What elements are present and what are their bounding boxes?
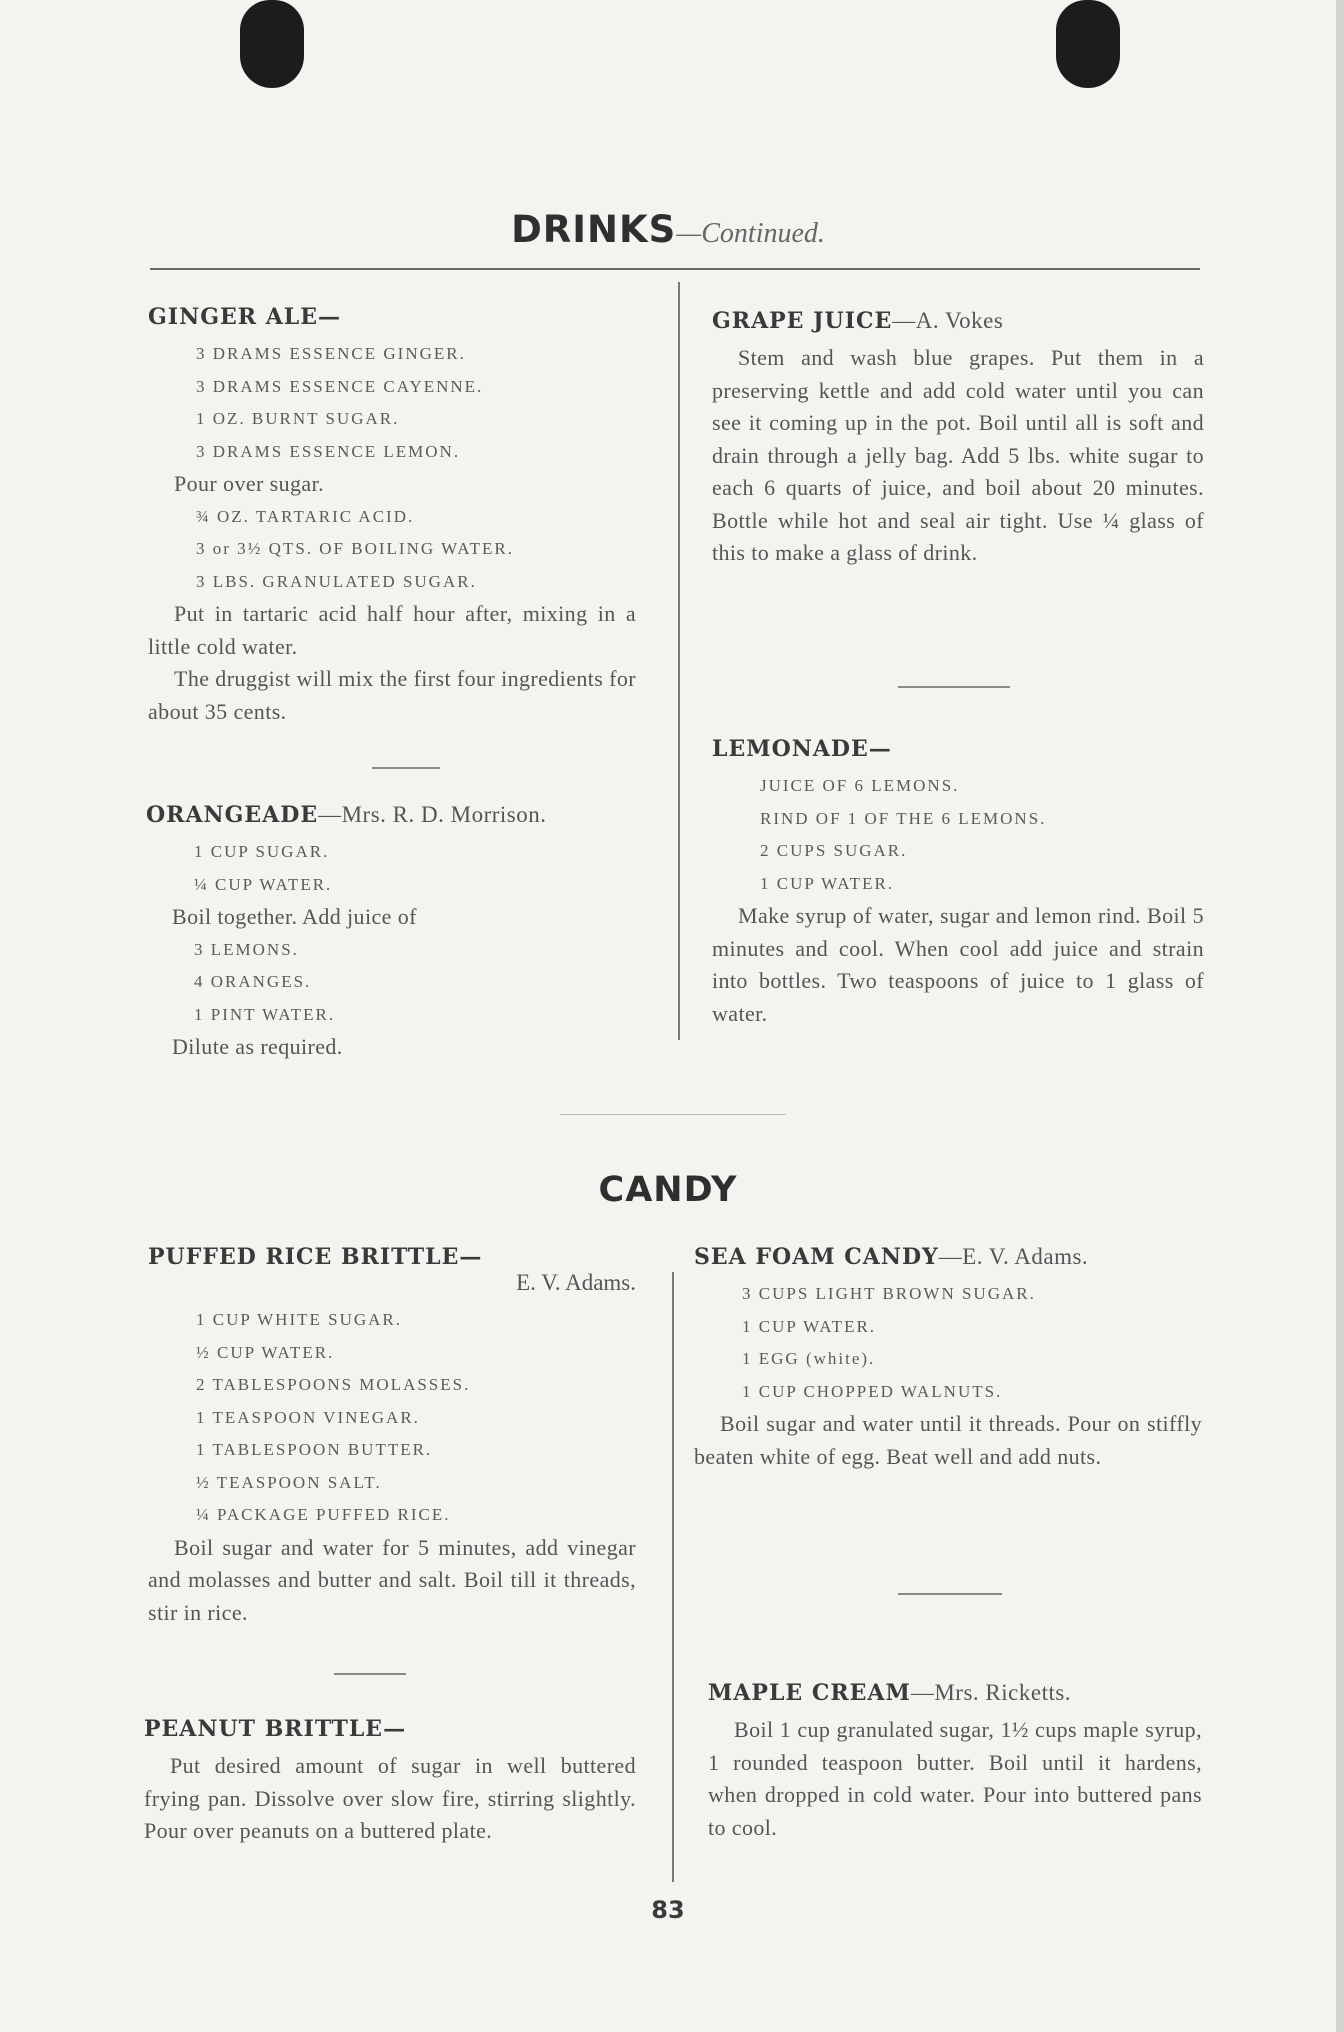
recipe-title bbox=[708, 1680, 1202, 1706]
ingredient: 3 DRAMS ESSENCE LEMON. bbox=[196, 441, 461, 461]
header-rule bbox=[150, 268, 1200, 270]
page-number: 83 bbox=[651, 1896, 685, 1924]
ingredient: 1 OZ. BURNT SUGAR. bbox=[196, 409, 400, 428]
candy-column-divider bbox=[672, 1272, 674, 1882]
ingredient: 1 CUP CHOPPED WALNUTS. bbox=[742, 1381, 1003, 1401]
ingredient: 2 TABLESPOONS MOLASSES. bbox=[196, 1375, 471, 1394]
section-title-candy: CANDY bbox=[598, 1170, 738, 1210]
recipe-author: —Mrs. R. D. Morrison. bbox=[318, 802, 547, 827]
ingredient: 1 CUP WATER. bbox=[742, 1316, 877, 1336]
recipe-author: E. V. Adams. bbox=[516, 1270, 636, 1295]
recipe-peanut-brittle bbox=[144, 1716, 636, 1848]
recipe-title-text: SEA FOAM CANDY bbox=[694, 1244, 939, 1270]
ingredient: ¾ OZ. TARTARIC ACID. bbox=[196, 506, 415, 526]
section-separator bbox=[560, 1114, 786, 1115]
recipe-maple-cream bbox=[708, 1680, 1202, 1844]
ingredient: 4 ORANGES. bbox=[194, 972, 312, 991]
recipe-closing: Dilute as required. bbox=[172, 1034, 343, 1059]
ingredient: 1 CUP WHITE SUGAR. bbox=[196, 1310, 403, 1329]
recipe-instructions: Boil sugar and water for 5 minutes, add vinegar and molasses and butter and salt. Boil till it threads, stir in rice. bbox=[148, 1534, 636, 1625]
ingredient: 3 or 3½ QTS. OF BOILING WATER. bbox=[196, 539, 514, 558]
ingredient: RIND OF 1 OF THE 6 LEMONS. bbox=[760, 808, 1047, 828]
recipe-title bbox=[146, 802, 636, 828]
ingredient: 1 PINT WATER. bbox=[194, 1004, 336, 1024]
recipe-separator bbox=[372, 767, 440, 769]
recipe-note: Pour over sugar. bbox=[174, 471, 324, 496]
page-title-suffix: —Continued. bbox=[676, 218, 825, 249]
recipe-instructions: Boil 1 cup granulated sugar, 1½ cups maple syrup, 1 rounded teaspoon butter. Boil until it hardens, when dropped in cold water. Pour into buttered pans to cool. bbox=[708, 1717, 1202, 1840]
ingredient: 1 CUP WATER. bbox=[760, 873, 895, 893]
recipe-orangeade bbox=[146, 802, 636, 1064]
recipe-author: —E. V. Adams. bbox=[938, 1244, 1089, 1269]
recipe-author: —Mrs. Ricketts. bbox=[910, 1680, 1072, 1705]
recipe-instructions: Stem and wash blue grapes. Put them in a preserving kettle and add cold water until you can see it coming up in the pot. Boil until all is soft and drain through a jelly bag. Add 5 lbs. white sugar to each 6 quarts of juice, and boil about 20 minutes. Bottle while hot and seal air tight. Use ¼ glass of this to make a glass of drink. bbox=[712, 345, 1204, 565]
recipe-separator bbox=[334, 1673, 406, 1675]
ingredient: 1 CUP SUGAR. bbox=[194, 842, 330, 861]
page-title bbox=[0, 208, 1336, 251]
recipe-title: GINGER ALE— bbox=[148, 304, 341, 330]
ingredient: 1 TEASPOON VINEGAR. bbox=[196, 1407, 420, 1427]
recipe-author: —A. Vokes bbox=[892, 308, 1004, 333]
recipe-title: LEMONADE— bbox=[712, 736, 892, 762]
recipe-ginger-ale bbox=[148, 304, 636, 728]
ingredient: 3 LEMONS. bbox=[194, 939, 299, 959]
recipe-grape-juice bbox=[712, 308, 1204, 570]
recipe-separator bbox=[898, 686, 1010, 688]
ingredient: 1 TABLESPOON BUTTER. bbox=[196, 1440, 433, 1459]
recipe-puffed-rice-brittle bbox=[148, 1244, 636, 1629]
recipe-title: PUFFED RICE BRITTLE— bbox=[148, 1244, 483, 1270]
recipe-instructions: Boil sugar and water until it threads. Pour on stiffly beaten white of egg. Beat well and add nuts. bbox=[694, 1411, 1202, 1469]
recipe-instructions: Put in tartaric acid half hour after, mixing in a little cold water. bbox=[148, 601, 636, 659]
recipe-instructions: Make syrup of water, sugar and lemon rind. Boil 5 minutes and cool. When cool add juice and strain into bottles. Two teaspoons of juice to 1 glass of water. bbox=[712, 903, 1204, 1026]
recipe-lemonade bbox=[712, 736, 1204, 1030]
ingredient: ½ CUP WATER. bbox=[196, 1342, 335, 1362]
ingredient: JUICE OF 6 LEMONS. bbox=[760, 776, 960, 795]
recipe-separator bbox=[898, 1593, 1002, 1595]
recipe-title-text: GRAPE JUICE bbox=[712, 308, 893, 334]
binder-hole-right bbox=[1056, 0, 1120, 88]
recipe-sea-foam-candy bbox=[694, 1244, 1202, 1473]
recipe-title bbox=[712, 308, 1204, 334]
recipe-title: PEANUT BRITTLE— bbox=[144, 1716, 407, 1742]
recipe-instructions: The druggist will mix the first four ingredients for about 35 cents. bbox=[148, 666, 636, 724]
ingredient: ½ TEASPOON SALT. bbox=[196, 1472, 382, 1492]
ingredient: 2 CUPS SUGAR. bbox=[760, 841, 908, 860]
ingredient: 3 LBS. GRANULATED SUGAR. bbox=[196, 571, 477, 591]
ingredient: ¼ PACKAGE PUFFED RICE. bbox=[196, 1505, 451, 1524]
ingredient: 3 CUPS LIGHT BROWN SUGAR. bbox=[742, 1284, 1036, 1303]
binder-hole-left bbox=[240, 0, 304, 88]
recipe-title-text: ORANGEADE bbox=[146, 802, 319, 828]
recipe-title-text: MAPLE CREAM bbox=[708, 1680, 911, 1706]
ingredient: 3 DRAMS ESSENCE GINGER. bbox=[196, 344, 466, 363]
ingredient: 1 EGG (white). bbox=[742, 1349, 876, 1368]
recipe-title bbox=[694, 1244, 1202, 1270]
page-title-main: DRINKS bbox=[511, 208, 677, 251]
ingredient: ¼ CUP WATER. bbox=[194, 874, 333, 894]
drinks-column-divider bbox=[678, 282, 680, 1040]
ingredient: 3 DRAMS ESSENCE CAYENNE. bbox=[196, 376, 484, 396]
recipe-instructions: Put desired amount of sugar in well buttered frying pan. Dissolve over slow fire, stirring slightly. Pour over peanuts on a buttered plate. bbox=[144, 1753, 636, 1843]
recipe-note: Boil together. Add juice of bbox=[172, 904, 417, 929]
